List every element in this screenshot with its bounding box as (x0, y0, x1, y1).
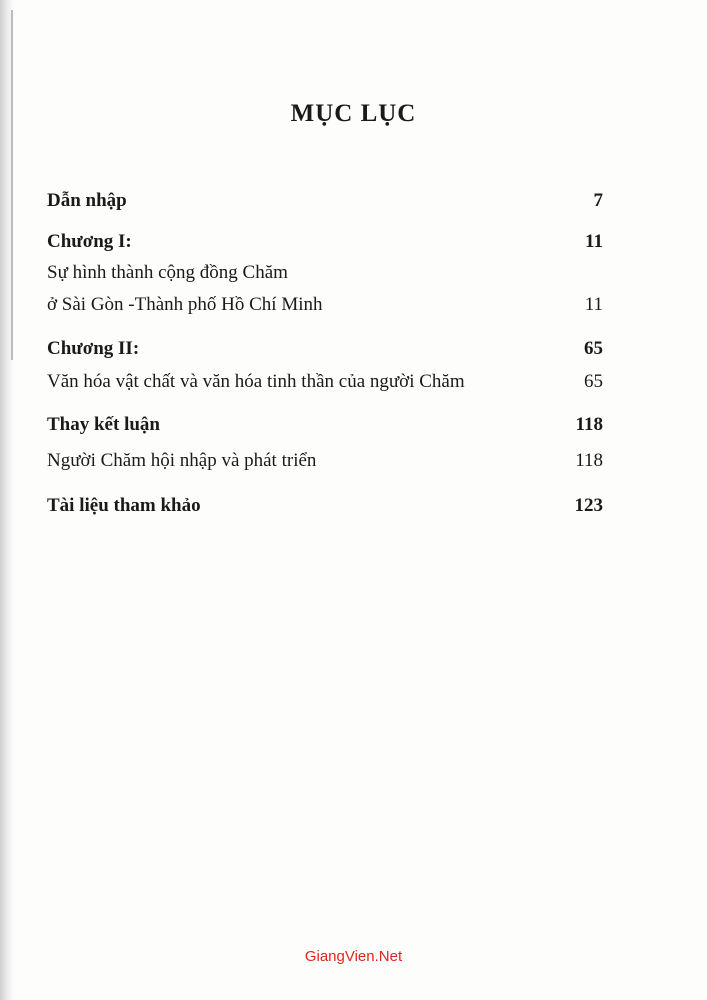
toc-entry-references (47, 495, 603, 517)
toc-entry-conclusion (47, 414, 603, 436)
toc-sublabel: ở Sài Gòn -Thành phố Hồ Chí Minh (47, 294, 323, 315)
toc-label: Thay kết luận (47, 414, 160, 435)
toc-page-number: 118 (575, 414, 603, 435)
toc-page-number: 11 (584, 294, 603, 315)
toc-label: Chương I: (47, 231, 132, 252)
toc-entry-chapter-1 (47, 231, 603, 253)
toc-page-number: 123 (574, 495, 603, 516)
toc-subentry-chapter-2 (47, 371, 603, 393)
toc-sublabel: Sự hình thành cộng đồng Chăm (47, 262, 288, 283)
toc-entry-intro (47, 190, 603, 212)
toc-page-number: 11 (585, 231, 603, 252)
toc-label: Tài liệu tham khảo (47, 495, 201, 516)
toc-page-number: 118 (575, 450, 603, 471)
toc-page-number: 7 (593, 190, 603, 211)
toc-subentry-conclusion (47, 450, 603, 472)
watermark-link[interactable]: GiangVien.Net (304, 948, 403, 965)
page-binding-line (11, 10, 13, 360)
toc-label: Dẫn nhập (47, 190, 127, 211)
toc-label: Chương II: (47, 338, 140, 359)
toc-entry-chapter-2 (47, 338, 603, 360)
toc-page-number: 65 (584, 338, 603, 359)
toc-sublabel: Văn hóa vật chất và văn hóa tinh thần của người Chăm (47, 371, 465, 392)
toc-page-number: 65 (584, 371, 603, 392)
page-title: MỤC LỤC (290, 100, 417, 127)
toc-subentry-chapter-1-line2 (47, 294, 603, 316)
toc-subentry-chapter-1-line1 (47, 262, 603, 284)
toc-sublabel: Người Chăm hội nhập và phát triển (47, 450, 317, 471)
